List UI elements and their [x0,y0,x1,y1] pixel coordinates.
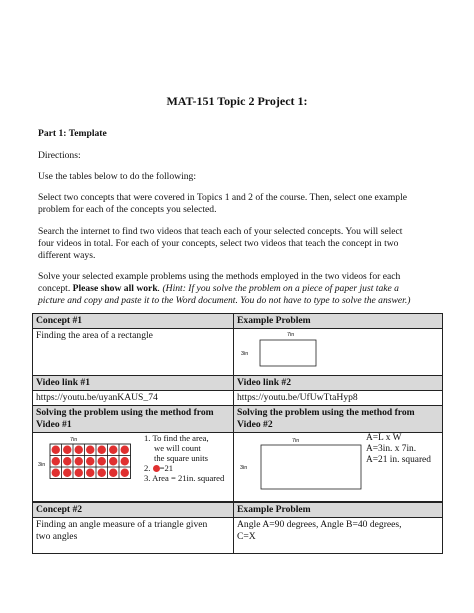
unit-square-dot [63,469,71,477]
example1-rectangle [260,340,316,366]
example2-text [234,518,443,554]
instruction-p3-line1: Solve your selected example problems using the methods employed in the two videos for each [38,271,401,282]
unit-square-dot [98,446,106,454]
unit-square-dot [121,446,129,454]
instruction-text: concept. [38,283,73,294]
unit-square-dot [86,469,94,477]
video2-rectangle [261,445,361,489]
concept2-text-line2: two angles [36,531,78,542]
unit-square-dot [109,446,117,454]
example2-text-line2: C=X [237,531,256,542]
step1-line1: 1. To find the area, [144,433,209,443]
show-work-emphasis: Please show all work [72,283,158,294]
solve-video1-header-line1: Solving the problem using the method from [36,407,214,418]
step3-line: 3. Area = 21in. squared [144,473,225,483]
video1-link[interactable]: https://youtu.be/uyanKAUS_74 [33,391,234,406]
concept1-text: Finding the area of a rectangle [33,329,234,376]
concept1-header: Concept #1 [33,314,234,329]
unit-square-dot [63,457,71,465]
hint-text: . (Hint: If you solve the problem on a piece of paper just take a [157,283,399,294]
formula-line2: A=3in. x 7in. [366,444,417,454]
step2-number: 2. [144,463,151,473]
concept2-text [33,518,234,554]
solve-video2-header-line2: Video #2 [237,419,273,430]
step1-line3: the square units [154,453,208,463]
rect-width-label: 7in [287,332,295,338]
instruction-p2-line1: Search the internet to find two videos that teach each of your selected concepts. You will select [38,226,403,237]
unit-square-dot [52,457,60,465]
unit-square-dot [52,446,60,454]
video2-header: Video link #2 [234,376,443,391]
unit-square-dot [75,446,83,454]
step1-line2: we will count [154,443,201,453]
instruction-p2-line3: different ways. [38,250,96,261]
example2-text-line1: Angle A=90 degrees, Angle B=40 degrees, [237,519,402,530]
unit-square-dot [52,469,60,477]
solve-video1-header-line2: Video #1 [36,419,72,430]
red-dot-icon [153,465,160,472]
video2-link[interactable]: https://youtu.be/UfUwTtaHyp8 [234,391,443,406]
unit-square-dot [98,457,106,465]
solve-video2-header [234,406,443,433]
concept2-table [32,502,443,554]
example2-header: Example Problem [234,503,443,518]
unit-square-dot [109,457,117,465]
solve-video2-header-line1: Solving the problem using the method from [237,407,415,418]
example1-rectangle-diagram [237,330,437,370]
video1-header: Video link #1 [33,376,234,391]
step2-text: =21 [159,463,174,473]
instruction-p2-line2: four videos in total. For each of your concepts, select two videos that teach the concept in two [38,238,399,249]
instructions-intro: Use the tables below to do the following: [38,171,197,182]
unit-square-dot [121,457,129,465]
unit-square-dot [98,469,106,477]
step2-line [144,463,173,474]
unit-square-dot [109,469,117,477]
document-title: MAT-151 Topic 2 Project 1: [166,94,308,108]
unit-square-dot [63,446,71,454]
concept1-table [32,313,443,502]
instruction-p1-line1: Select two concepts that were covered in Topics 1 and 2 of the course. Then, select one example [38,192,408,203]
grid-height-label: 3in [38,462,46,468]
unit-square-dot [86,457,94,465]
concept2-header: Concept #2 [33,503,234,518]
instruction-p3-line2 [38,283,399,295]
unit-square-grid [50,444,131,479]
solve-video1-header [33,406,234,433]
unit-square-dot [121,469,129,477]
directions-label: Directions: [38,150,81,161]
unit-square-dot [75,469,83,477]
v2-rect-width-label: 7in [292,438,300,444]
concept2-text-line1: Finding an angle measure of a triangle given [36,519,208,530]
grid-width-label: 7in [70,437,78,443]
formula-line1: A=L x W [366,433,402,443]
instruction-p3-line3: picture and copy and paste it to the Word document. You do not have to type to solve the answer.) [38,295,411,306]
rect-height-label: 3in [241,351,249,357]
example1-header: Example Problem [234,314,443,329]
unit-square-dot [86,446,94,454]
part1-heading: Part 1: Template [38,128,107,139]
example1-diagram-cell [234,329,443,376]
unit-square-dot [75,457,83,465]
instruction-p1-line2: problem for each of the concepts you selected. [38,204,217,215]
formula-line3: A=21 in. squared [366,455,431,465]
solve-video2-cell [234,433,443,502]
v2-rect-height-label: 3in [240,465,248,471]
